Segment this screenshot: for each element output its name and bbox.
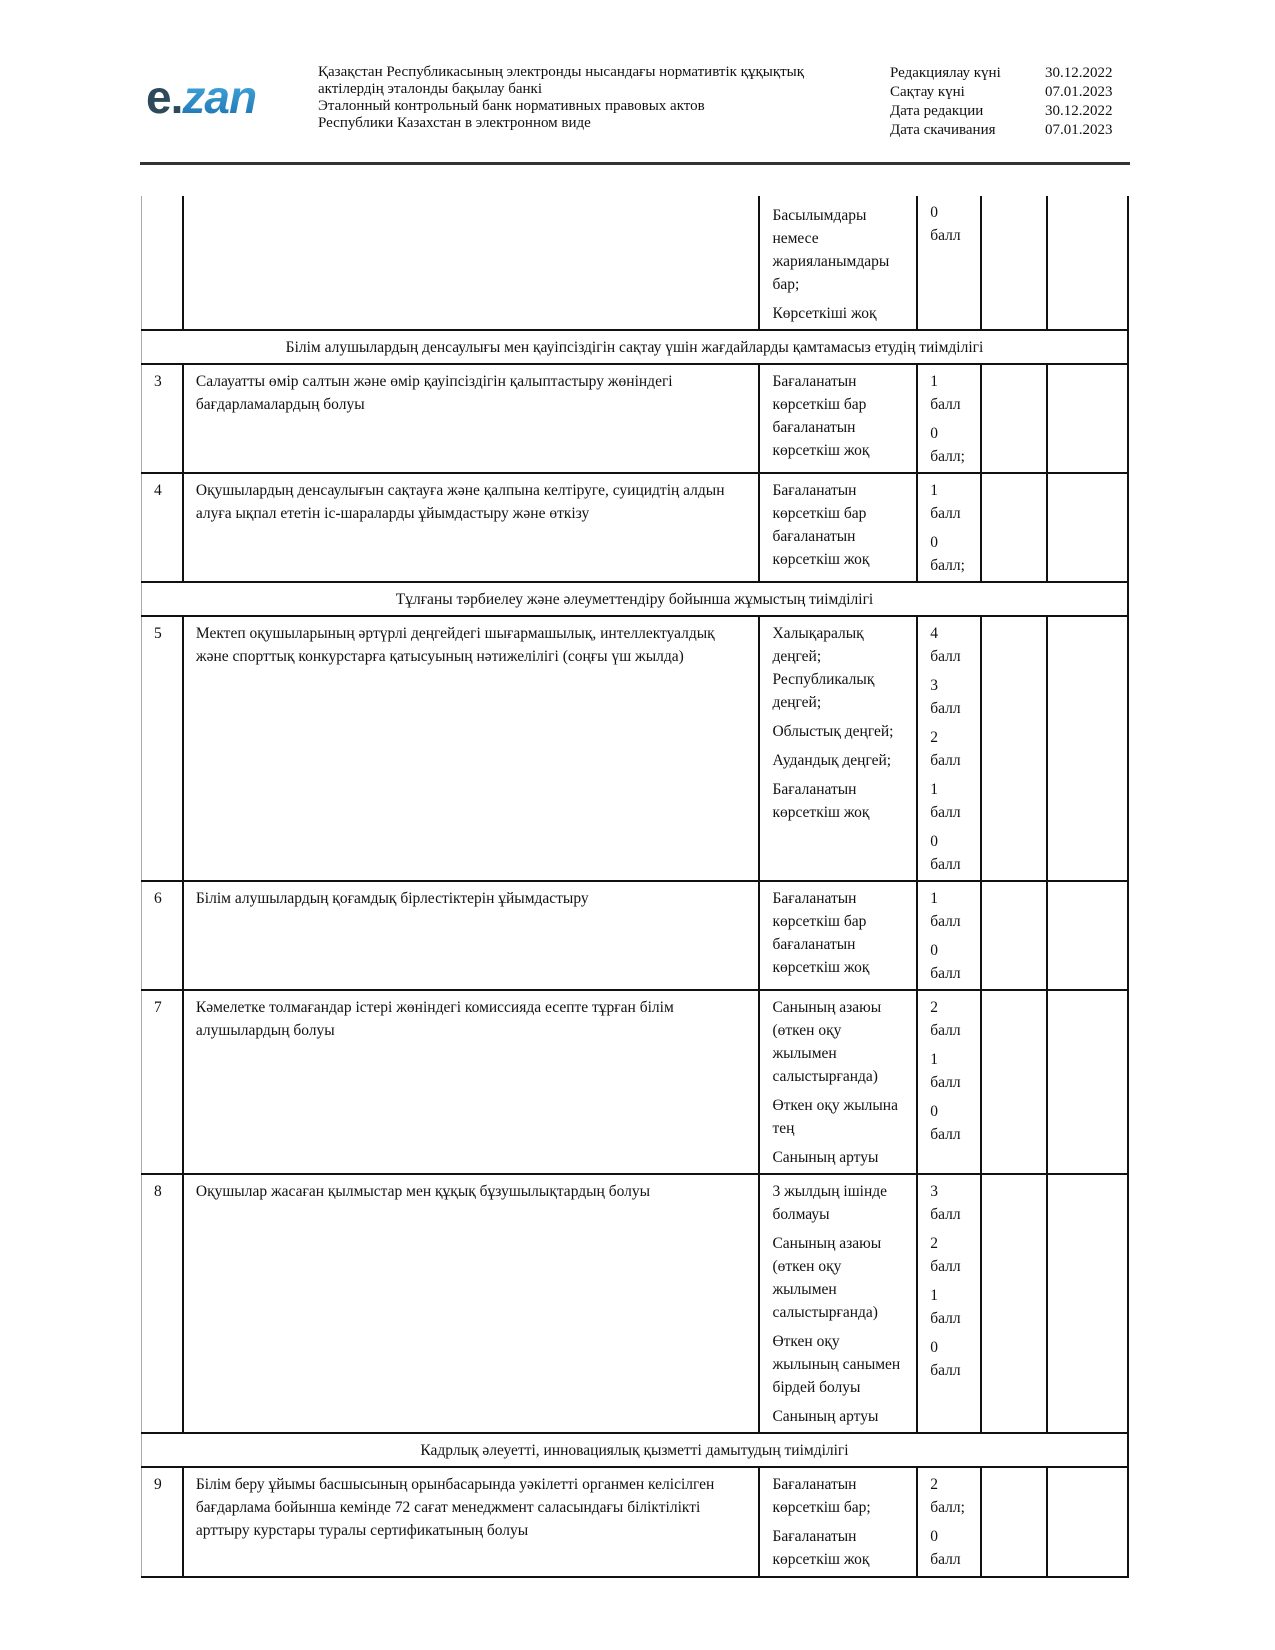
score-value: 1 балл	[930, 1051, 961, 1091]
section-header-row	[142, 330, 1129, 364]
row-number: 7	[154, 999, 162, 1016]
score-value: 1 балл	[930, 373, 961, 413]
ezan-logo: e.zan	[146, 71, 257, 123]
criterion: Халықаралық деңгей; Республикалық деңгей;	[772, 625, 875, 711]
criterion: Аудандық деңгей;	[772, 752, 892, 769]
table-row	[142, 364, 1129, 473]
cell-desc	[183, 616, 760, 881]
cell-blank	[1047, 616, 1128, 881]
cell-num	[142, 616, 183, 881]
row-description: Білім беру ұйымы басшысының орынбасарында уәкілетті органмен келісілген бағдарлама бойынша кемінде 72 сағат менеджмент саласындағы біліктілікті арттыру курстары туралы сертификатының болуы	[195, 1476, 715, 1539]
cell-num	[142, 1174, 183, 1433]
row-description: Салауатты өмір салтын және өмір қауіпсіздігін қалыптастыру жөніндегі бағдарламалардың болуы	[195, 373, 673, 413]
criterion: Бағаланатын көрсеткіш жоқ	[772, 1528, 870, 1568]
cell-score	[917, 1174, 981, 1433]
cell-blank	[1047, 990, 1128, 1174]
cell-blank	[981, 196, 1046, 330]
cell-desc	[183, 990, 760, 1174]
score-value: 1 балл	[930, 890, 961, 930]
cell-blank	[1047, 1174, 1128, 1433]
score-value: 0 балл;	[930, 534, 965, 574]
org-line: Қазақстан Республикасының электронды нысандағы нормативтік құқықтық	[318, 64, 805, 80]
row-number: 4	[154, 482, 162, 499]
cell-num	[142, 1467, 183, 1577]
cell-blank	[981, 990, 1046, 1174]
cell-blank	[1047, 881, 1128, 990]
meta-row-download-date-ru: Дата скачивания 07.01.2023	[890, 122, 1113, 138]
score-value: 2 балл;	[930, 1476, 965, 1516]
score-value: 2 балл	[930, 729, 961, 769]
cell-criteria	[759, 473, 917, 582]
score-value: 1 балл	[930, 1287, 961, 1327]
org-line: Республики Казахстан в электронном виде	[318, 115, 591, 131]
cell-num	[142, 990, 183, 1174]
row-description: Кәмелетке толмағандар істері жөніндегі комиссияда есепте тұрған білім алушылардың болуы	[195, 999, 674, 1039]
meta-row-edit-date-ru: Дата редакции 30.12.2022	[890, 103, 1113, 119]
cell-blank	[981, 881, 1046, 990]
cell-score	[917, 881, 981, 990]
header-divider	[140, 162, 1130, 165]
row-number: 5	[154, 625, 162, 642]
cell-num	[142, 196, 183, 330]
cell-criteria	[759, 364, 917, 473]
score-value: 1 балл	[930, 781, 961, 821]
criterion: Өткен оқу жылының санымен бірдей болуы	[772, 1333, 901, 1396]
cell-num	[142, 881, 183, 990]
cell-criteria: Басылымдары немесе жарияланымдары бар; Көрсеткіші жоқ	[759, 196, 917, 330]
row-description: Оқушылар жасаған қылмыстар мен құқық бұзушылықтардың болуы	[195, 1183, 651, 1200]
document-header	[140, 60, 1130, 170]
cell-desc	[183, 473, 760, 582]
criterion: Бағаланатын көрсеткіш бар;	[772, 1476, 871, 1516]
score-value: 3 балл	[930, 677, 961, 717]
row-number: 9	[154, 1476, 162, 1493]
row-number: 6	[154, 890, 162, 907]
score-value: 0 балл;	[930, 425, 965, 465]
table-row-continuation	[142, 196, 1129, 330]
cell-blank	[981, 1174, 1046, 1433]
criterion: Бағаланатын көрсеткіш жоқ	[772, 781, 870, 821]
criterion: Санының азаюы (өткен оқу жылымен салыстырғанда)	[772, 1235, 882, 1321]
cell-desc	[183, 1467, 760, 1577]
org-line: актілердің эталонды бақылау банкі	[318, 81, 542, 97]
cell-blank	[1047, 1467, 1128, 1577]
meta-row-edit-date-kz: Редакциялау күні 30.12.2022	[890, 65, 1113, 81]
table-row	[142, 881, 1129, 990]
row-description: Оқушылардың денсаулығын сақтауға және қалпына келтіруге, суицидтің алдын алуға ықпал ететін іс-шараларды ұйымдастыру және өткізу	[195, 482, 725, 522]
section-header-row	[142, 582, 1129, 616]
cell-score	[917, 1467, 981, 1577]
organization-title	[318, 64, 804, 132]
cell-blank	[1047, 196, 1128, 330]
criterion: Бағаланатын көрсеткіш бар бағаланатын көрсеткіш жоқ	[772, 890, 870, 976]
cell-score	[917, 616, 981, 881]
criterion: Санының артуы	[772, 1408, 879, 1425]
section-title: Тұлғаны тәрбиелеу және әлеуметтендіру бойынша жұмыстың тиімділігі	[142, 582, 1129, 616]
cell-criteria	[759, 1467, 917, 1577]
cell-blank	[1047, 473, 1128, 582]
cell-criteria	[759, 1174, 917, 1433]
cell-blank	[981, 473, 1046, 582]
score-value: 0 балл	[930, 1528, 961, 1568]
score-value: 2 балл	[930, 999, 961, 1039]
cell-score: 0 балл	[917, 196, 981, 330]
table-row	[142, 616, 1129, 881]
criterion: Санының азаюы (өткен оқу жылымен салыстырғанда)	[772, 999, 882, 1085]
row-description: Білім алушылардың қоғамдық бірлестіктерін ұйымдастыру	[195, 890, 589, 907]
cell-desc	[183, 881, 760, 990]
document-dates	[890, 64, 1135, 140]
section-title: Білім алушылардың денсаулығы мен қауіпсіздігін сақтау үшін жағдайларды қамтамасыз етудің тиімділігі	[142, 330, 1129, 364]
cell-score	[917, 473, 981, 582]
criterion: Өткен оқу жылына тең	[772, 1097, 898, 1137]
criterion: Бағаланатын көрсеткіш бар бағаланатын көрсеткіш жоқ	[772, 373, 870, 459]
criterion: 3 жылдың ішінде болмауы	[772, 1183, 887, 1223]
cell-num	[142, 473, 183, 582]
row-number: 8	[154, 1183, 162, 1200]
table-row	[142, 473, 1129, 582]
score-value: 1 балл	[930, 482, 961, 522]
criterion: Санының артуы	[772, 1149, 879, 1166]
cell-blank	[981, 1467, 1046, 1577]
score-value: 4 балл	[930, 625, 961, 665]
row-description: Мектеп оқушыларының әртүрлі деңгейдегі шығармашылық, интеллектуалдық және спорттық конкурстарға қатысуының нәтижелілігі (соңғы үш жылда)	[195, 625, 715, 665]
cell-score	[917, 364, 981, 473]
meta-row-save-date-kz: Сақтау күні 07.01.2023	[890, 84, 1113, 100]
score-value: 3 балл	[930, 1183, 961, 1223]
score-value: 2 балл	[930, 1235, 961, 1275]
criterion: Бағаланатын көрсеткіш бар бағаланатын көрсеткіш жоқ	[772, 482, 870, 568]
cell-desc	[183, 364, 760, 473]
cell-blank	[981, 616, 1046, 881]
cell-blank	[981, 364, 1046, 473]
score-value: 0 балл	[930, 833, 961, 873]
table-row	[142, 1467, 1129, 1577]
section-header-row	[142, 1433, 1129, 1467]
section-title: Кадрлық әлеуетті, инновациялық қызметті дамытудың тиімділігі	[142, 1433, 1129, 1467]
table-row	[142, 1174, 1129, 1433]
cell-criteria	[759, 881, 917, 990]
cell-desc	[183, 1174, 760, 1433]
score-value: 0 балл	[930, 1103, 961, 1143]
cell-blank	[1047, 364, 1128, 473]
cell-num	[142, 364, 183, 473]
table-row	[142, 990, 1129, 1174]
criterion: Облыстық деңгей;	[772, 723, 894, 740]
criteria-table	[141, 196, 1129, 1578]
cell-criteria	[759, 990, 917, 1174]
org-line: Эталонный контрольный банк нормативных правовых актов	[318, 98, 705, 114]
row-number: 3	[154, 373, 162, 390]
score-value: 0 балл	[930, 1339, 961, 1379]
cell-criteria	[759, 616, 917, 881]
score-value: 0 балл	[930, 942, 961, 982]
cell-desc	[183, 196, 760, 330]
cell-score	[917, 990, 981, 1174]
